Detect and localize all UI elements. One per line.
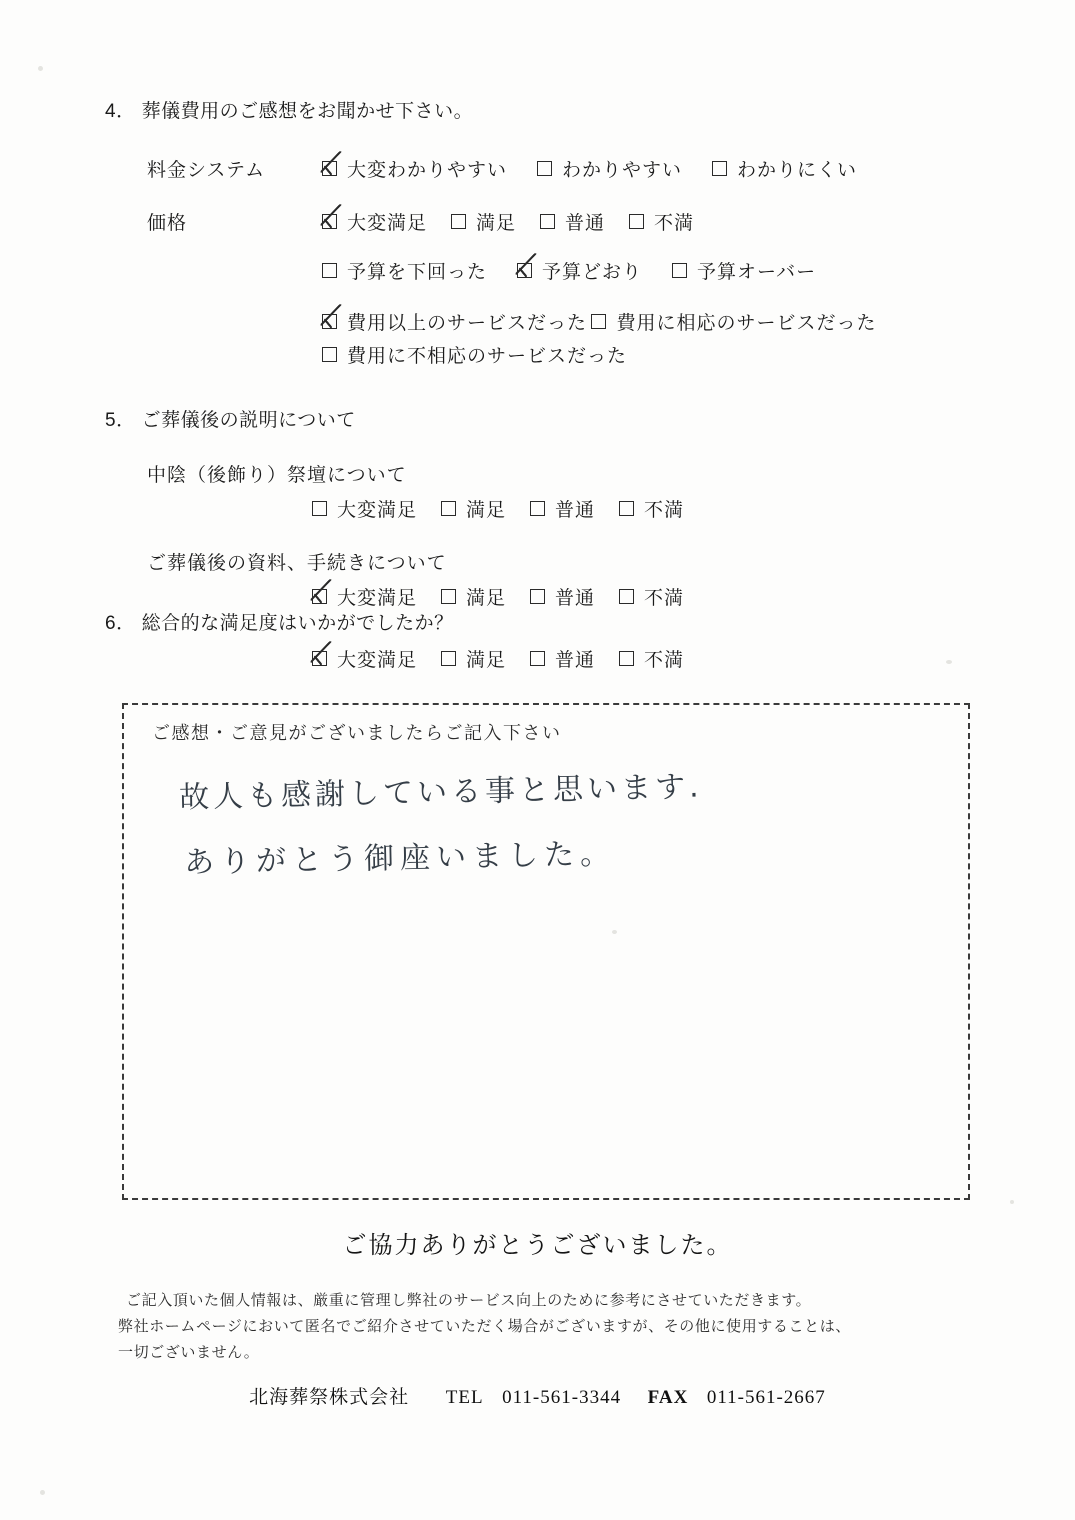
option-label: 満足 xyxy=(466,588,507,609)
checkbox-icon[interactable] xyxy=(591,314,606,329)
checkbox-icon[interactable] xyxy=(712,161,727,176)
checkbox-icon[interactable] xyxy=(530,589,545,604)
checkbox-icon[interactable] xyxy=(451,214,466,229)
question-4-title: 葬儀費用のご感想をお聞かせ下さい。 xyxy=(141,101,474,122)
option-documents-very-satisfied[interactable] xyxy=(312,583,417,610)
option-service-below-cost[interactable] xyxy=(322,341,627,368)
checkbox-icon[interactable] xyxy=(322,263,337,278)
question-6-title: 総合的な満足度はいかがでしたか？ xyxy=(141,613,454,634)
privacy-notice-line-3: 一切ございません。 xyxy=(118,1344,260,1361)
option-overall-satisfied[interactable] xyxy=(441,645,506,672)
option-label: 大変わかりやすい xyxy=(347,160,508,181)
privacy-notice xyxy=(118,1288,956,1366)
question-5-documents-options xyxy=(312,583,684,610)
question-4-service-options xyxy=(322,308,1075,374)
option-label: 普通 xyxy=(555,500,596,521)
fax-label: FAX xyxy=(647,1387,689,1408)
footer-contact xyxy=(0,1382,1075,1409)
option-label: 費用に不相応のサービスだった xyxy=(347,346,628,367)
privacy-notice-line-2: 弊社ホームページにおいて匿名でご紹介させていただく場合がございますが、その他に使用することは、 xyxy=(118,1318,851,1335)
checkbox-icon[interactable] xyxy=(441,589,456,604)
option-label: 大変満足 xyxy=(337,650,418,671)
scan-speck xyxy=(946,660,952,664)
handwritten-comment-line-2: ありがとう御座いました。 xyxy=(183,836,617,881)
option-fee-clear[interactable] xyxy=(537,155,682,182)
option-overall-dissatisfied[interactable] xyxy=(619,645,684,672)
question-5-heading xyxy=(105,405,684,432)
option-price-normal[interactable] xyxy=(540,208,605,235)
option-label: 費用以上のサービスだった xyxy=(347,313,588,334)
row-label-price: 価格 xyxy=(147,213,188,234)
option-fee-unclear[interactable] xyxy=(712,155,857,182)
option-altar-very-satisfied[interactable] xyxy=(312,495,417,522)
question-4-number: 4． xyxy=(105,101,136,122)
option-label: 普通 xyxy=(555,588,596,609)
option-fee-very-clear[interactable] xyxy=(322,155,507,182)
scan-speck xyxy=(40,1490,45,1495)
question-4-row-fee-system xyxy=(147,155,1075,182)
checkbox-icon[interactable] xyxy=(312,651,327,666)
option-label: わかりにくい xyxy=(737,160,858,181)
option-documents-normal[interactable] xyxy=(530,583,595,610)
checkbox-icon[interactable] xyxy=(629,214,644,229)
sub-heading-documents: ご葬儀後の資料、手続きについて xyxy=(147,553,447,574)
question-5-sub-altar xyxy=(147,460,684,522)
question-4-row-price xyxy=(147,208,1075,235)
option-altar-satisfied[interactable] xyxy=(441,495,506,522)
checkbox-icon[interactable] xyxy=(540,214,555,229)
option-label: 大変満足 xyxy=(337,500,418,521)
fax-number: 011-561-2667 xyxy=(706,1387,826,1408)
option-label: 予算どおり xyxy=(542,262,643,283)
option-label: 満足 xyxy=(476,213,517,234)
row-label-fee-system: 料金システム xyxy=(147,160,266,181)
option-label: 不満 xyxy=(644,650,685,671)
option-price-satisfied[interactable] xyxy=(451,208,516,235)
option-label: 予算を下回った xyxy=(347,262,488,283)
sub-heading-altar: 中陰（後飾り）祭壇について xyxy=(147,465,407,486)
question-5-title: ご葬儀後の説明について xyxy=(141,410,356,431)
question-6-heading xyxy=(105,608,684,635)
checkbox-icon[interactable] xyxy=(530,501,545,516)
checkbox-icon[interactable] xyxy=(441,651,456,666)
option-label: 費用に相応のサービスだった xyxy=(616,313,877,334)
option-label: 予算オーバー xyxy=(697,262,817,283)
checkbox-icon[interactable] xyxy=(619,651,634,666)
checkbox-icon[interactable] xyxy=(441,501,456,516)
question-6-options xyxy=(312,645,684,672)
question-4 xyxy=(105,96,1075,374)
option-under-budget[interactable] xyxy=(322,257,487,284)
comment-box-heading: ご感想・ご意見がございましたらご記入下さい xyxy=(152,723,562,743)
option-documents-dissatisfied[interactable] xyxy=(619,583,684,610)
option-service-above-cost[interactable] xyxy=(322,308,587,335)
question-5-number: 5． xyxy=(105,410,136,431)
option-label: 大変満足 xyxy=(347,213,428,234)
option-label: 満足 xyxy=(466,650,507,671)
option-documents-satisfied[interactable] xyxy=(441,583,506,610)
checkbox-icon[interactable] xyxy=(537,161,552,176)
tel-label: TEL xyxy=(445,1387,484,1408)
option-altar-normal[interactable] xyxy=(530,495,595,522)
checkbox-icon[interactable] xyxy=(322,314,337,329)
checkbox-icon[interactable] xyxy=(530,651,545,666)
checkbox-icon[interactable] xyxy=(619,501,634,516)
option-label: 普通 xyxy=(565,213,606,234)
checkbox-icon[interactable] xyxy=(322,161,337,176)
question-5-altar-options xyxy=(312,495,684,522)
option-price-very-satisfied[interactable] xyxy=(322,208,427,235)
question-6-number: 6． xyxy=(105,613,136,634)
checkbox-icon[interactable] xyxy=(322,214,337,229)
option-label: 普通 xyxy=(555,650,596,671)
option-label: わかりやすい xyxy=(562,160,683,181)
question-6 xyxy=(105,608,684,672)
question-4-heading xyxy=(105,96,1075,123)
company-name: 北海葬祭株式会社 xyxy=(249,1387,410,1408)
option-price-dissatisfied[interactable] xyxy=(629,208,694,235)
checkbox-icon[interactable] xyxy=(619,589,634,604)
question-5 xyxy=(105,405,684,610)
option-service-matching-cost[interactable] xyxy=(591,308,876,335)
handwritten-comment-line-1: 故人も感謝している事と思います. xyxy=(178,769,703,816)
checkbox-icon[interactable] xyxy=(312,589,327,604)
privacy-notice-line-1: ご記入頂いた個人情報は、厳重に管理し弊社のサービス向上のために参考にさせていただきます。 xyxy=(126,1292,812,1309)
checkbox-icon[interactable] xyxy=(672,263,687,278)
scan-speck xyxy=(38,66,43,71)
option-label: 不満 xyxy=(654,213,695,234)
option-overall-very-satisfied[interactable] xyxy=(312,645,417,672)
option-over-budget[interactable] xyxy=(672,257,816,284)
option-label: 不満 xyxy=(644,588,685,609)
checkbox-icon[interactable] xyxy=(312,501,327,516)
option-on-budget[interactable] xyxy=(517,257,642,284)
option-label: 満足 xyxy=(466,500,507,521)
option-altar-dissatisfied[interactable] xyxy=(619,495,684,522)
option-label: 不満 xyxy=(644,500,685,521)
scan-speck xyxy=(1010,1200,1014,1204)
question-5-sub-documents xyxy=(147,548,684,610)
tel-number: 011-561-3344 xyxy=(502,1387,622,1408)
thanks-message: ご協力ありがとうございました。 xyxy=(342,1232,733,1259)
question-4-row-budget xyxy=(322,257,1075,284)
comment-box[interactable] xyxy=(122,703,970,1200)
checkbox-icon[interactable] xyxy=(322,347,337,362)
checkbox-icon[interactable] xyxy=(517,263,532,278)
option-overall-normal[interactable] xyxy=(530,645,595,672)
option-label: 大変満足 xyxy=(337,588,418,609)
